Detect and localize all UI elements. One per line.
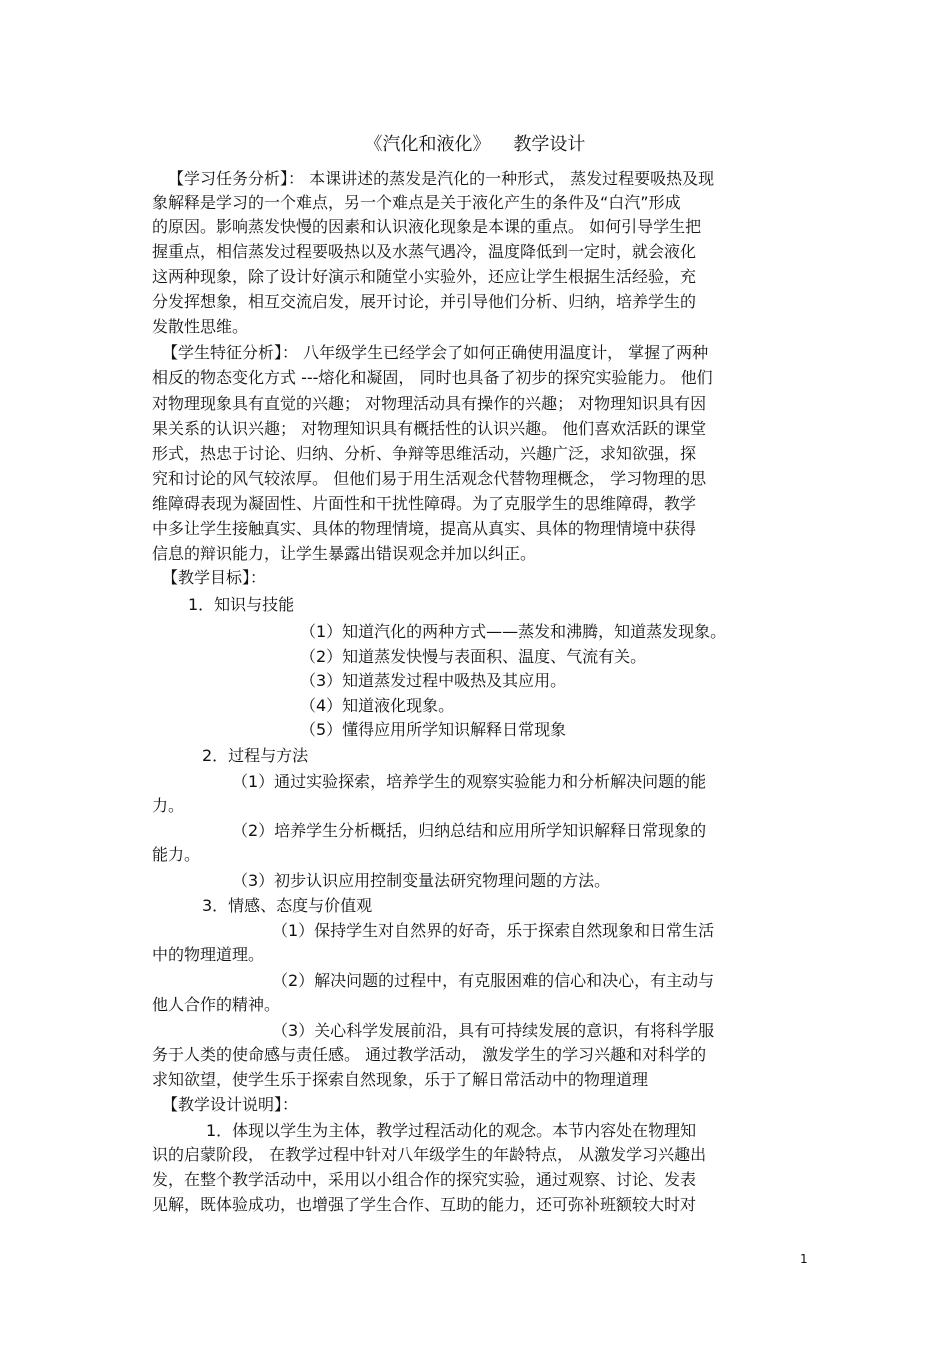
text-line: 见解，既体验成功，也增强了学生合作、互助的能力，还可弥补班额较大时对 bbox=[152, 1195, 697, 1214]
text-line: 分发挥想象，相互交流启发，展开讨论，并引导他们分析、归纳，培养学生的 bbox=[152, 292, 697, 311]
text-line: 识的启蒙阶段， 在教学过程中针对八年级学生的年龄特点， 从激发学习兴趣出 bbox=[152, 1145, 707, 1164]
text-line: 信息的辩识能力，让学生暴露出错误观念并加以纠正。 bbox=[152, 544, 537, 563]
text-line: 发散性思维。 bbox=[152, 317, 249, 336]
list-item: （2）解决问题的过程中，有克服困难的信心和决心，有主动与 bbox=[272, 971, 715, 990]
text-line: 【学习任务分析】： 本课讲述的蒸发是汽化的一种形式， 蒸发过程要吸热及现 bbox=[168, 169, 715, 188]
list-item: （4）知道液化现象。 bbox=[300, 696, 455, 715]
list-item: （1）保持学生对自然界的好奇，乐于探索自然现象和日常生活 bbox=[272, 921, 715, 940]
text-line: 的原因。影响蒸发快慢的因素和认识液化现象是本课的重点。 如何引导学生把 bbox=[152, 217, 702, 236]
text-line: 【学生特征分析】： 八年级学生已经学会了如何正确使用温度计， 掌握了两种 bbox=[162, 343, 709, 362]
document-title: 《汽化和液化》 教学设计 bbox=[364, 134, 586, 155]
list-item: （2）知道蒸发快慢与表面积、温度、气流有关。 bbox=[300, 647, 647, 666]
text-line: 能力。 bbox=[152, 845, 201, 864]
text-line: 中的物理道理。 bbox=[152, 945, 265, 964]
text-line: 究和讨论的风气较浓厚。 但他们易于用生活观念代替物理概念， 学习物理的思 bbox=[152, 469, 707, 488]
text-line: 维障碍表现为凝固性、片面性和干扰性障碍。为了克服学生的思维障碍，教学 bbox=[152, 494, 697, 513]
subsection-heading: 2．过程与方法 bbox=[202, 746, 309, 765]
section-heading: 【教学设计说明】： bbox=[162, 1095, 299, 1114]
subsection-heading: 3．情感、态度与价值观 bbox=[202, 896, 373, 915]
list-item: （1）通过实验探索，培养学生的观察实验能力和分析解决问题的能 bbox=[232, 772, 707, 791]
text-line: 他人合作的精神。 bbox=[152, 995, 281, 1014]
list-item: （1）知道汽化的两种方式——蒸发和沸腾，知道蒸发现象。 bbox=[300, 622, 727, 641]
text-line: 相反的物态变化方式 ---熔化和凝固， 同时也具备了初步的探究实验能力。 他们 bbox=[152, 368, 713, 387]
text-line: 对物理现象具有直觉的兴趣； 对物理活动具有操作的兴趣； 对物理知识具有因 bbox=[152, 394, 707, 413]
list-item: （3）知道蒸发过程中吸热及其应用。 bbox=[300, 671, 567, 690]
text-line: 发，在整个教学活动中，采用以小组合作的探究实验，通过观察、讨论、发表 bbox=[152, 1170, 697, 1189]
text-line: 力。 bbox=[152, 796, 185, 815]
text-line: 形式，热忠于讨论、归纳、分析、争辩等思维活动，兴趣广泛，求知欲强，探 bbox=[152, 444, 697, 463]
text-line: 务于人类的使命感与责任感。 通过教学活动， 激发学生的学习兴趣和对科学的 bbox=[152, 1045, 707, 1064]
list-item: （5）懂得应用所学知识解释日常现象 bbox=[300, 720, 567, 739]
list-item: （3）初步认识应用控制变量法研究物理问题的方法。 bbox=[232, 871, 611, 890]
list-item: （3）关心科学发展前沿，具有可持续发展的意识，有将科学服 bbox=[272, 1021, 715, 1040]
page-number: 1 bbox=[800, 1252, 808, 1266]
text-line: 这两种现象，除了设计好演示和随堂小实验外，还应让学生根据生活经验，充 bbox=[152, 267, 697, 286]
text-line: 握重点，相信蒸发过程要吸热以及水蒸气遇冷，温度降低到一定时，就会液化 bbox=[152, 242, 697, 261]
section-heading: 【教学目标】： bbox=[162, 568, 267, 587]
text-line: 中多让学生接触真实、具体的物理情境，提高从真实、具体的物理情境中获得 bbox=[152, 519, 697, 538]
text-line: 象解释是学习的一个难点，另一个难点是关于液化产生的条件及“白汽”形成 bbox=[152, 193, 681, 212]
list-item: 1．体现以学生为主体，教学过程活动化的观念。本节内容处在物理知 bbox=[206, 1121, 697, 1140]
list-item: （2）培养学生分析概括，归纳总结和应用所学知识解释日常现象的 bbox=[232, 821, 707, 840]
subsection-heading: 1．知识与技能 bbox=[188, 595, 295, 614]
text-line: 求知欲望，使学生乐于探索自然现象，乐于了解日常活动中的物理道理 bbox=[152, 1070, 649, 1089]
text-line: 果关系的认识兴趣； 对物理知识具有概括性的认识兴趣。 他们喜欢活跃的课堂 bbox=[152, 419, 707, 438]
